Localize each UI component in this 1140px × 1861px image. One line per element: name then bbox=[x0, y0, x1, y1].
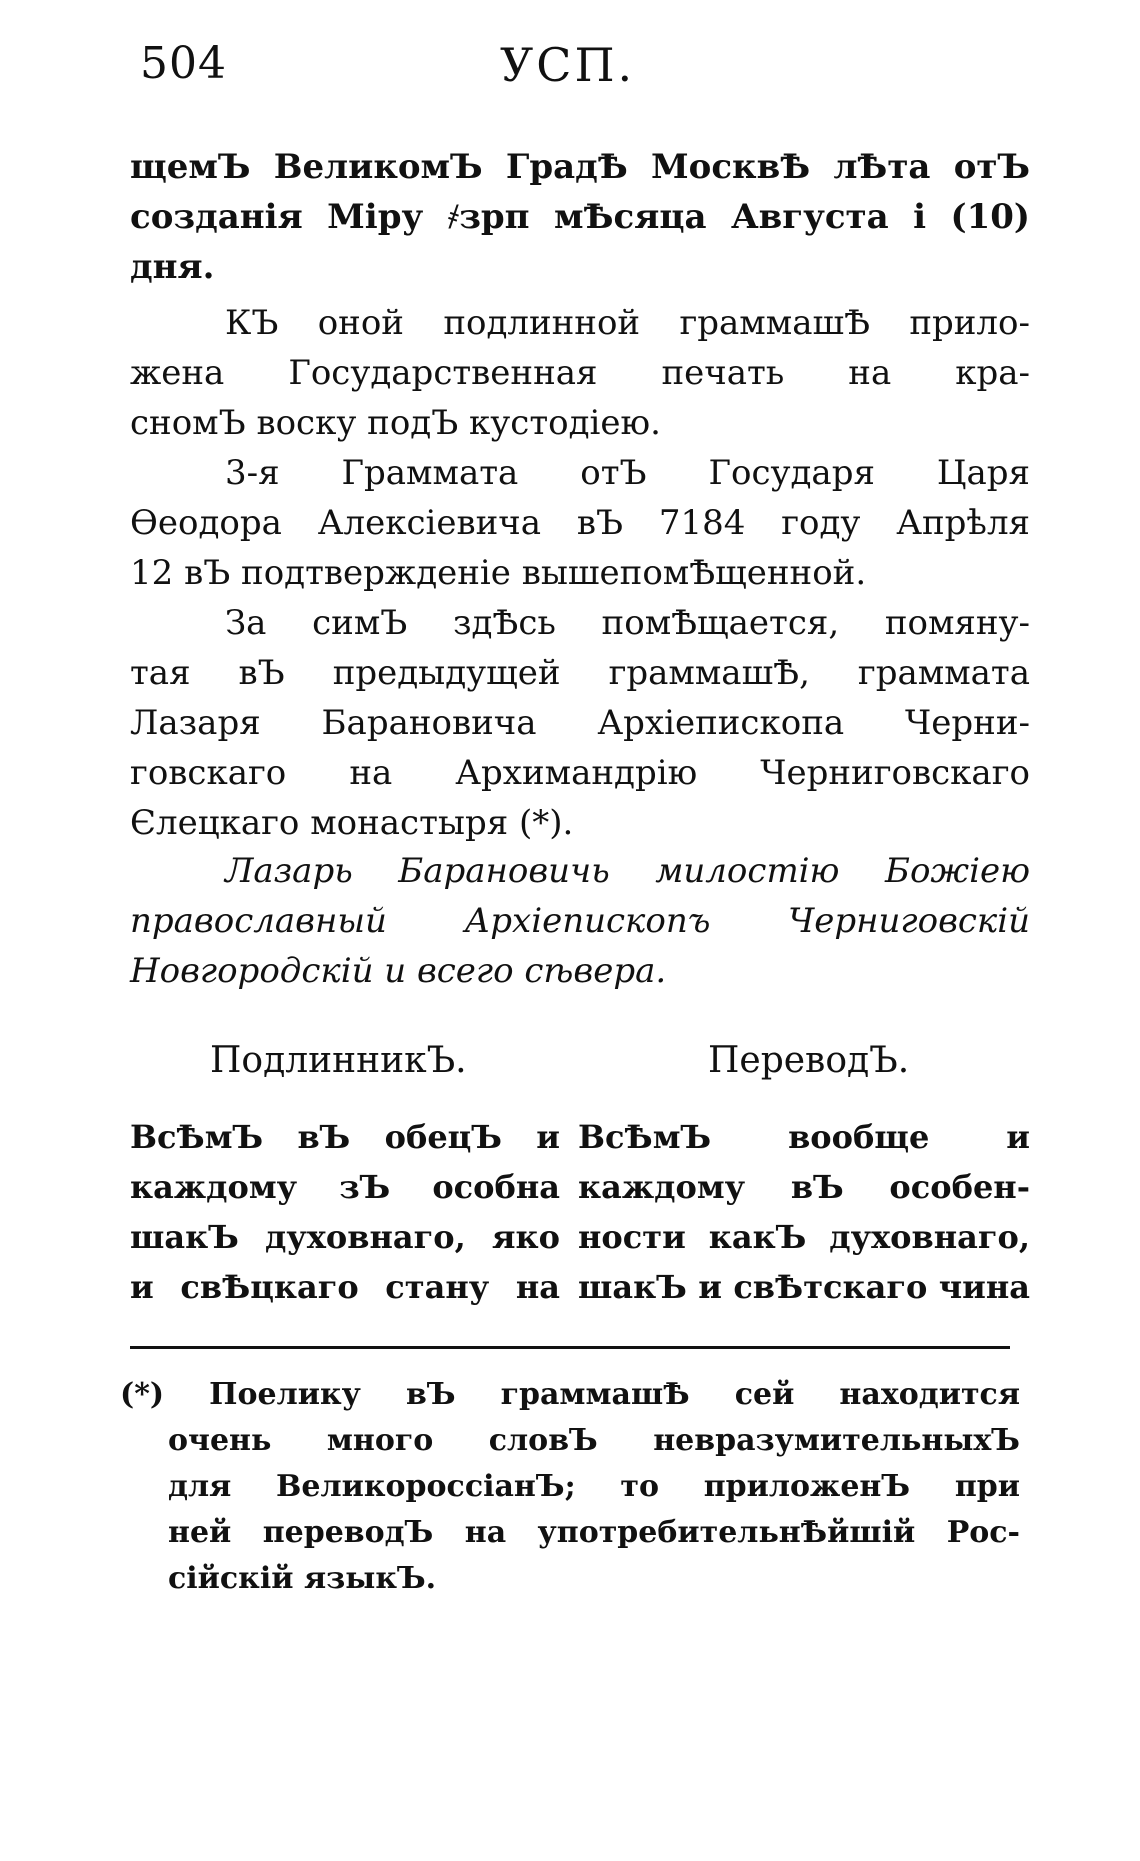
translation-column bbox=[578, 1110, 1030, 1310]
footnote-line: ней переводЪ на употребительнѢйшій Рос- bbox=[168, 1515, 1020, 1550]
paragraph-2 bbox=[130, 298, 1030, 448]
column-line: ВсѢмЪ вообще и bbox=[578, 1118, 1030, 1156]
text-line: дня. bbox=[130, 247, 215, 287]
original-column bbox=[130, 1110, 560, 1310]
text-line: Лазаря Барановича Архіепископа Черни- bbox=[130, 703, 1030, 743]
text-line: 12 вЪ подтвержденіе вышепомѢщенной. bbox=[130, 553, 867, 593]
text-line: Өеодора Алексіевича вЪ 7184 году Апрѣля bbox=[130, 503, 1030, 543]
text-line: щемЪ ВеликомЪ ГрадѢ МосквѢ лѢта отЪ bbox=[130, 147, 1030, 187]
text-line: Лазарь Барановичь милостію Божіею bbox=[225, 851, 1030, 891]
column-line: каждому зЪ особна bbox=[130, 1168, 560, 1206]
footnote-line: (*) Поелику вЪ граммашѢ сей находится bbox=[120, 1377, 1020, 1412]
column-line: шакЪ духовнаго, яко bbox=[130, 1218, 560, 1256]
text-line: православный Архіепископъ Черниговскій bbox=[130, 901, 1030, 941]
column-line: и свѢцкаго стану на bbox=[130, 1268, 560, 1306]
footnote bbox=[120, 1372, 1020, 1602]
text-line: КЪ оной подлинной граммашѢ прило- bbox=[225, 303, 1030, 343]
paragraph-1 bbox=[130, 142, 1030, 292]
text-line: Єлецкаго монастыря (*). bbox=[130, 803, 574, 843]
page-header bbox=[140, 38, 1020, 98]
footnote-divider bbox=[130, 1346, 1010, 1349]
paragraph-4 bbox=[130, 598, 1030, 848]
paragraph-5-italic bbox=[130, 846, 1030, 996]
text-line: созданія Міру ҂зрп мѢсяца Августа і (10) bbox=[130, 197, 1030, 237]
text-line: За симЪ здѢсь помѢщается, помяну- bbox=[225, 603, 1030, 643]
column-line: ВсѢмЪ вЪ обецЪ и bbox=[130, 1118, 560, 1156]
text-line: Новгородскій и всего сѣвера. bbox=[130, 951, 667, 991]
text-line: тая вЪ предыдущей граммашѢ, граммата bbox=[130, 653, 1030, 693]
footnote-line: сійскій языкЪ. bbox=[168, 1561, 437, 1596]
paragraph-3 bbox=[130, 448, 1030, 598]
footnote-line: очень много словЪ невразумительныхЪ bbox=[168, 1423, 1020, 1458]
original-heading: ПодлинникЪ. bbox=[210, 1040, 467, 1081]
column-line: ности какЪ духовнаго, bbox=[578, 1218, 1030, 1256]
text-line: жена Государственная печать на кра- bbox=[130, 353, 1030, 393]
text-line: сномЪ воску подЪ кустодіею. bbox=[130, 403, 661, 443]
translation-heading: ПереводЪ. bbox=[708, 1040, 910, 1081]
running-head: УСП. bbox=[500, 38, 636, 92]
column-line: каждому вЪ особен- bbox=[578, 1168, 1030, 1206]
text-line: 3-я Граммата отЪ Государя Царя bbox=[225, 453, 1030, 493]
page-number: 504 bbox=[140, 38, 227, 89]
text-line: говскаго на Архимандрію Черниговскаго bbox=[130, 753, 1030, 793]
column-line: шакЪ и свѢтскаго чина bbox=[578, 1268, 1030, 1306]
footnote-line: для ВеликороссіанЪ; то приложенЪ при bbox=[168, 1469, 1020, 1504]
